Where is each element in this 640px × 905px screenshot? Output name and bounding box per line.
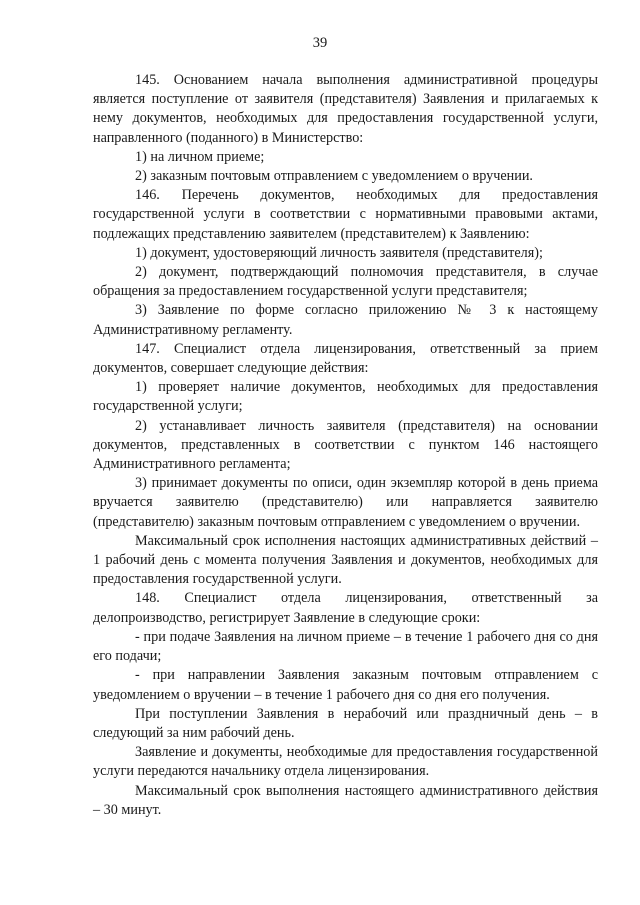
paragraph-146: 146. Перечень документов, необходимых для предоставления государственной услуги в соответствии с нормативными правовыми актами, подлежащих представлению заявителем (представителем) к Заявлению: [93,187,598,242]
paragraph: Заявление и документы, необходимые для предоставления государственной услуги передаются начальнику отдела лицензирования. [93,744,598,780]
list-item: 1) документ, удостоверяющий личность заявителя (представителя); [135,244,543,261]
list-item: 2) заказным почтовым отправлением с уведомлением о вручении. [135,168,533,185]
list-item: 1) на личном приеме; [135,148,265,165]
list-item: 3) принимает документы по описи, один экземпляр которой в день приема вручается заявителю (представителю) или направляется заявителю (представителю) заказным почтовым отправлением с уведомлением о вручении. [93,475,598,530]
page-number: 39 [312,35,328,51]
paragraph-147: 147. Специалист отдела лицензирования, ответственный за прием документов, совершает следующие действия: [93,340,598,377]
document-body [93,71,598,820]
list-item: 1) проверяет наличие документов, необходимых для предоставления государственной услуги; [93,379,598,415]
paragraph: Максимальный срок выполнения настоящего административного действия – 30 минут. [93,782,598,818]
paragraph: Максимальный срок исполнения настоящих административных действий – 1 рабочий день с момента получения Заявления и документов, необходимых для предоставления государственной услуги. [93,532,598,588]
paragraph-148: 148. Специалист отдела лицензирования, ответственный за делопроизводство, регистрирует Заявление в следующие сроки: [93,590,598,626]
list-item: 2) устанавливает личность заявителя (представителя) на основании документов, представленных в соответствии с пунктом 146 настоящего Административного регламента; [93,417,598,473]
paragraph: При поступлении Заявления в нерабочий или праздничный день – в следующий за ним рабочий день. [93,705,598,741]
list-item: - при направлении Заявления заказным почтовым отправлением с уведомлением о вручении – в течение 1 рабочего дня со дня его получения. [93,667,598,703]
list-item: 2) документ, подтверждающий полномочия представителя, в случае обращения за предоставлением государственной услуги представителя; [93,264,598,300]
list-item: - при подаче Заявления на личном приеме – в течение 1 рабочего дня со дня его подачи; [93,628,598,665]
list-item: 3) Заявление по форме согласно приложению № 3 к настоящему Административному регламенту. [93,302,598,338]
paragraph-145: 145. Основанием начала выполнения административной процедуры является поступление от заявителя (представителя) Заявления и прилагаемых к нему документов, необходимых для предоставления государственной услуги, направленного (поданного) в Министерство: [93,72,598,146]
